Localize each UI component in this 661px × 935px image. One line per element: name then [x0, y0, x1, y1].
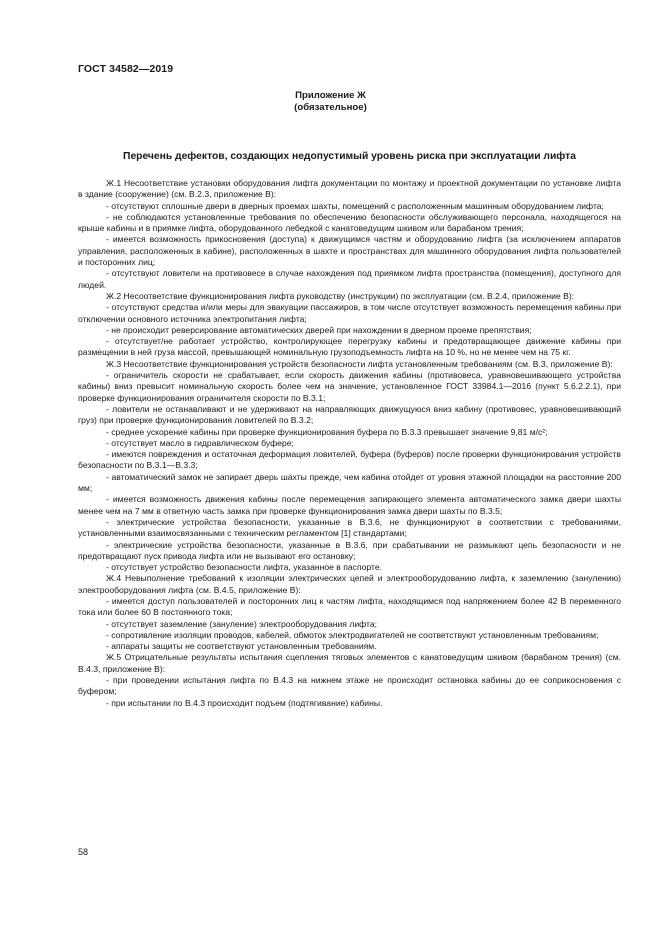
list-item: - не происходит реверсирование автоматических дверей при нахождении в дверном проеме препятствия;: [106, 324, 532, 335]
list-item: - отсутствуют средства и/или меры для эвакуации пассажиров, в том числе отсутствует возможность перемещения кабины при отключении основного источника электропитания лифта;: [78, 302, 621, 324]
list-item: - ловители не останавливают и не удерживают на направляющих движущуюся вниз кабину (противовес, уравновешивающий груз) при проверке функционирования ловителей по В.3.2;: [78, 403, 621, 426]
list-item: - электрические устройства безопасности, указанные в В.3.6, не функционируют в соответствии с требованиями, установленными взаимосвязанными с техническим регламентом [1] стандартами;: [78, 516, 621, 539]
list-item: - отсутствует масло в гидравлическом буфере;: [106, 437, 294, 448]
appendix-status: (обязательное): [294, 102, 367, 113]
document-title: Перечень дефектов, создающих недопустимый уровень риска при эксплуатации лифта: [123, 151, 576, 162]
list-item: - аппараты защиты не соответствуют установленным требованиям.: [106, 641, 377, 652]
page-number: 58: [78, 847, 89, 857]
paragraph: Ж.1 Несоответствие установки оборудования лифта документации по монтажу и проектной документации по установке лифта в здание (сооружение) (см. В.2.3, приложение В):: [78, 178, 621, 200]
standard-designation: ГОСТ 34582—2019: [78, 63, 174, 75]
list-item: - ограничитель скорости не срабатывает, если скорость движения кабины (противовеса, уравновешивающего устройства кабины) вниз превысит номинальную скорость более чем на значение, установленное ГОСТ 33984.1—2016 (пункт 5.6.2.2.1), при проверке функционирования ограничителя скорости по В.3.1;: [78, 370, 621, 403]
paragraph: Ж.5 Отрицательные результаты испытания сцепления тяговых элементов с канатоведущим шкивом (барабаном трения) (см. В.4.3, приложение В):: [78, 652, 621, 674]
document-body: [78, 178, 621, 709]
paragraph: Ж.3 Несоответствие функционирования устройств безопасности лифта установленным требованиям (см. В.3, приложение В):: [106, 358, 613, 369]
list-item: - среднее ускорение кабины при проверке функционирования буфера по В.3.3 превышает значение 9,81 м/с²;: [106, 426, 548, 437]
list-item: - электрические устройства безопасности, указанные в В.3.6, при срабатывании не размыкают цепь безопасности и не предотвращают пуск привода лифта или не вызывают его остановку;: [78, 539, 621, 561]
paragraph: Ж.4 Невыполнение требований к изоляции электрических цепей и электрооборудованию лифта, к заземлению (занулению) электрооборудования лифта (см. В.4.5, приложение В):: [78, 573, 621, 595]
list-item: - отсутствует/не работает устройство, контролирующее перегрузку кабины и предотвращающее движение кабины при размещении в ней груза массой, превышающей номинальную грузоподъемность лифта на 10 %, но не менее чем на 75 кг.: [78, 336, 621, 358]
list-item: - имеется возможность прикосновения (доступа) к движущимся частям и оборудованию лифта (за исключением аппаратов управления, расположенных в кабине), расположенных в шахте и пространствах для машинного оборудования лифта пользователей и посторонних лиц;: [78, 234, 621, 268]
list-item: - отсутствует заземление (зануление) электрооборудования лифта;: [106, 618, 378, 629]
appendix-heading: [0, 90, 661, 114]
list-item: - имеются повреждения и остаточная деформация ловителей, буфера (буферов) после проверки функционирования устройств безопасности по В.3.1—В.3.3;: [78, 449, 621, 471]
list-item: - отсутствует устройство безопасности лифта, указанное в паспорте.: [106, 562, 383, 573]
list-item: - сопротивление изоляции проводов, кабелей, обмоток электродвигателей не соответствуют установленным требованиям;: [106, 629, 599, 640]
list-item: - при проведении испытания лифта по В.4.3 на нижнем этаже не происходит остановка кабины до ее соприкосновения с буфером;: [78, 675, 621, 697]
list-item: - при испытании по В.4.3 происходит подъем (подтягивание) кабины.: [106, 697, 383, 708]
list-item: - автоматический замок не запирает дверь шахты прежде, чем кабина отойдет от уровня этажной площадки на расстояние 200 мм;: [78, 471, 621, 494]
list-item: - имеется возможность движения кабины после перемещения запирающего элемента автоматического замка двери шахты менее чем на 7 мм в ответную часть замка при проверке функционирования замка двери шахты по В.3.5;: [78, 494, 621, 516]
paragraph: Ж.2 Несоответствие функционирования лифта руководству (инструкции) по эксплуатации (см. В.2.4, приложение В):: [106, 290, 575, 301]
list-item: - не соблюдаются установленные требования по обеспечению безопасности обслуживающего персонала, находящегося на крыше кабины и в приямке лифта, оборудованного лебедкой с канатоведущим шкивом или барабаном трения;: [78, 211, 621, 234]
appendix-title: Приложение Ж: [295, 90, 366, 101]
list-item: - имеется доступ пользователей и посторонних лиц к частям лифта, находящимся под напряжением более 42 В переменного тока или более 60 В постоянного тока;: [78, 595, 621, 618]
list-item: - отсутствуют сплошные двери в дверных проемах шахты, помещений с расположенным машинным оборудованием лифта;: [106, 200, 604, 211]
list-item: - отсутствуют ловители на противовесе в случае нахождения под приямком лифта пространства (помещения), доступного для людей.: [78, 268, 621, 290]
